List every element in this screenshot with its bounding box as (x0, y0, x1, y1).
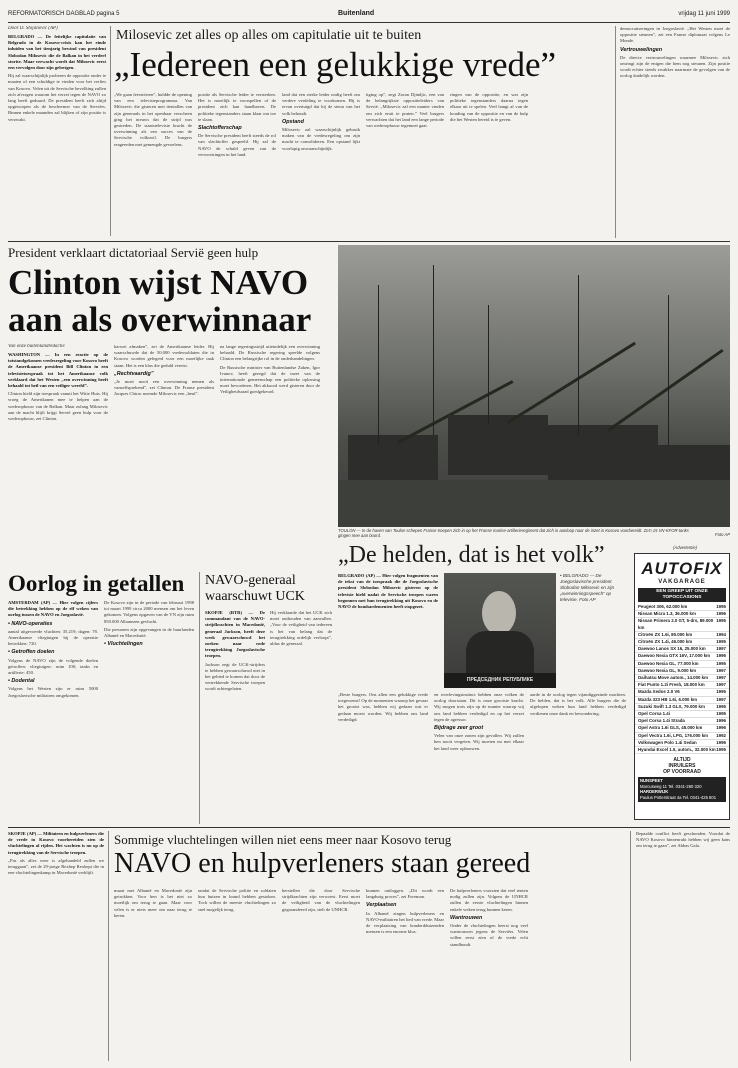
story1-col7: democratiseringen in Joegoslavië. „Het Westen moet de oppositie steunen”, zei een Franse diplomaat volgens Le Monde. Vertrouwelingen De directe vertrouwelingen waarmee Milosevic zich omringt zijn de enigen die hem nog steunen. Zijn positie wordt echter steeds zwakker naarmate de gevolgen van de oorlog duidelijk worden. (620, 26, 730, 79)
ad-listing-year: 1996 (716, 653, 726, 659)
story1-col1: Hij zal waarschijnlijk proberen de oppositie onder te maaien of een schuldige te vinden voor het verlies van Kosovo. Velen uit de Servische bevolking zullen zich afvragen waarom het verzet tegen de NAVO zo lang heeft geduurd. De president heeft zich altijd opgeworpen als de beschermer van de Serviërs. Binnen enkele maanden zal blijken of zijn positie is verzwakt. (8, 73, 106, 122)
ad-listing-year: 1992 (716, 732, 726, 738)
story6-lede: SKOPJE (AP) — Militairen en hulpverleners die de vrede in Kosovo voorbereiden zien de vluchtelingen al rijden. Het wachten is nu op de terugtrekking van de Servische troepen. (8, 831, 104, 855)
ad-listing-year: 1995 (716, 747, 726, 753)
story6-sub5: Verplaatsen (366, 902, 397, 909)
story2-headline-line2: aan als overwinnaar (8, 300, 312, 339)
ad-listing-name: Citroën ZX 1.6i, 80.000 km (638, 631, 693, 637)
story1-headline: „Iedereen een gelukkige vrede” (114, 45, 557, 84)
story1-lede-column (8, 26, 106, 236)
ad-listings (635, 604, 729, 754)
story6-kicker: Sommige vluchtelingen willen niet eens meer naar Kosovo terug (114, 832, 452, 847)
story3-col1: „Beste burgers. Ons allen een gelukkige vrede toegewenst! Op de momenten waarop het gevaar het grootst was, hebben wij gedaan wat er gedaan moest worden. Wij hebben ons land verdedigd. (338, 692, 428, 722)
ad-listing-year: 1997 (716, 675, 726, 681)
ad-listing-year: 1996 (716, 739, 726, 745)
story5-col2: Hij verklaarde dat het UCK zich moet onthouden van aanvallen. „Voor de veiligheid van iedereen is het van belang dat de terugtrekking ordelijk verloopt”, aldus de generaal. (270, 610, 332, 647)
story1-sub4: Opstand (282, 118, 304, 125)
ad-listing-row (635, 632, 729, 639)
story6-col6: De hulpverleners voorzien dat veel tenten nodig zullen zijn. Volgens de UNHCR zullen de eerste vluchtelingen binnen enkele weken terug kunnen keren. Wantrouwen Onder de vluchtelingen heerst nog veel wantrouwen jegens de Serviërs. Velen willen eerst zien of de vrede echt standhoudt. (450, 888, 528, 947)
ad-listing-year: 1995 (716, 689, 726, 695)
story3-lede-block (338, 573, 438, 688)
story4-headline: Oorlog in getallen (8, 571, 185, 596)
portrait-sign: ПРЕДСЕДНИК РЕПУБЛИКЕ (466, 677, 534, 683)
ad-listing-row (635, 639, 729, 646)
ad-listing-row (635, 740, 729, 747)
ad-listing-name: Nissan Micra 1.3, 36.000 km (638, 611, 696, 617)
ad-listing-year: 1995 (716, 604, 726, 609)
ad-listing-year: 1997 (716, 682, 726, 688)
ad-listing-row (635, 611, 729, 618)
ad-listing-name: Mazda Xedos 2.0 V6 (638, 689, 680, 695)
ad-listing-row (635, 697, 729, 704)
masthead-paper-name: REFORMATORISCH DAGBLAD pagina 5 (8, 11, 120, 17)
story6-col3: omdat de Servische politie en soldaten hun huizen in brand hebben gestoken. Toch willen de meeste vluchtelingen zo snel mogelijk terug. (198, 888, 276, 912)
ad-banner: EEN GREEP UIT ONZE TOPOCCASIONS (638, 588, 726, 602)
ad-brand: AUTOFIX (641, 559, 723, 578)
story1-lede: BELGRADO — De feitelijke capitulatie van Belgrado in de Kosovo-crisis kan het einde inluiden van het tienjarig bewind van president Slobodan Milosevic die de Balkan in het verderf stortte. Maar verwacht wordt dat Milosevic eerst een vervolgen door zijn gelovigen. (8, 34, 106, 71)
ad-listing-name: Opel Corsa 1.4i (638, 711, 670, 717)
story1-col4: land dat een sterke leider nodig heeft om verdere verdeling te voorkomen. Hij is ervan overtuigd dat hij de steun van het volk behoudt. Opstand Milosevic zal waarschijnlijk gebruik maken van de vredesregeling om zijn macht te consolideren. Een opstand lijkt voorlopig onwaarschijnlijk. (282, 92, 360, 151)
story6-col7: Bepaalde conflict heeft geschonden. Voordat de NAVO Kosovo binnenrukt hebben wij geen kans om terug te gaan”, zei Abbas Gala. (636, 831, 730, 849)
story6-sub6: Wantrouwen (450, 914, 483, 921)
ad-listing-year: 1995 (716, 639, 726, 645)
story2-col2: karwei afmaken”, zei de Amerikaanse leider. Hij waarschuwde dat de 50.000 vredessoldaten die in Kosovo worden gelegerd voor een moeilijke taak staan. Het is een klus die geduld vereist. „Rechtvaardig” „Je moet nooit een overwinning nemen als vanzelfsprekend”, zei Clinton. De Franse president Jacques Chirac noemde Milosevic een „beul”. (114, 344, 214, 397)
ad-listing-name: Daewoo Nexia GTX 16V, 17.000 km (638, 653, 711, 659)
ad-listing-name: Citroën ZX 1.4i, 46.000 km (638, 639, 693, 645)
ad-listing-name: Opel Vectra 1.6i, LPG, 176.000 km (638, 732, 709, 738)
story5-lede: SKOPJE (RTR) — De commandant van de NAVO-strijdkrachten in Macedonië, generaal Jackson, heeft deze week gewaarschuwd het zoeken naar rode terugtrekking Joegoslavische troepen. (205, 610, 265, 659)
story4-col2: De Kosovo zijn in de periode van februari 1998 tot maart 1999 circa 2000 mensen om het leven gekomen. Volgens opgaven van de VN zijn ruim 850.000 Albanezen gevlucht. Die personen zijn opgevangen in de buurlanden Albanië en Macedonië. • Vluchtelingen (104, 600, 194, 648)
story6-col4: herstellen die door Servische strijdkrachten zijn verwoest. Eerst moet de veiligheid van de vluchtelingen gegarandeerd zijn, stelt de UNHCR. (282, 888, 360, 912)
photo-caption: TOULON — In de haven van Toulon schepen Franse troepen zich in op het Franse marine-artillerieregiment dat zich in aanloop naar de inzet in Kosovo voorbereidt. Zo'n 15 VN-KFOR-tanks gingen mee aan boord. (338, 528, 689, 538)
ad-listing-year: 1997 (716, 696, 726, 702)
ad-listing-name: Nissan Primera 2.0 GT, 5-drs, 89.000 km (638, 618, 714, 630)
story5-headline-line2: waarschuwt UCK (205, 589, 305, 604)
ad-listing-year: 1997 (716, 667, 726, 673)
ad-listing-name: Mazda 323 HB 1.6i, 6.000 km (638, 696, 698, 702)
ad-listing-row (635, 689, 729, 696)
photo-credit: Foto AP (715, 532, 730, 537)
story3-sub2: Bijdrage zeer groot (434, 725, 484, 732)
ad-listing-year: 1995 (716, 618, 726, 624)
ad-listing-name: Fiat Punto 1.2i Fresh, 18.000 km (638, 682, 705, 688)
ad-listing-name: Daewoo Nexia GL, 9.000 km (638, 667, 697, 673)
masthead (8, 8, 730, 22)
ad-listing-year: 1997 (716, 646, 726, 652)
ad-listing-year: 1996 (716, 718, 726, 724)
story1-col5: tiging op”, zegt Zoran Djindjic, een van de belangrijkste oppositieleiders van Servië. „Milosevic zal een manier vinden om zich eruit te praten.” Veel burgers verwachten dat het land een lange periode van wederopbouw tegemoet gaat. (366, 92, 444, 129)
story1-sub3: Slachtofferschap (198, 125, 242, 132)
ad-listing-name: Opel Corsa 1.4i Strada (638, 718, 685, 724)
ad-listing-row (635, 661, 729, 668)
ad-label: (Advertentie) (673, 545, 697, 550)
ad-listing-row (635, 675, 729, 682)
story2-lede: WASHINGTON — In een reactie op de totstandgekomen vredesregeling voor Kosovo heeft de Amerikaanse president Bill Clinton in een televisietoespraak tot het Amerikaanse volk verklaard dat het Westen „een overwinning heeft behaald tot heil van een veiliger wereld”. (8, 352, 108, 389)
ad-listing-row (635, 747, 729, 754)
milosevic-portrait (444, 573, 556, 688)
ad-listing-row (635, 682, 729, 689)
story6-col5: kunnen ontloggen. „Dit wordt een langdurig proces”, zei Foreman. Verplaatsen In Albanië zingen hulpverleners en NAVO-militairen het lied van vrede. Maar de verplaatsing van honderdduizenden mensen is een enorme klus. (366, 888, 444, 935)
ad-footer: ALTIJD INRUILERS OP VOORRAAD (663, 757, 701, 776)
ad-listing-year: 1996 (716, 611, 726, 617)
ad-listing-row (635, 725, 729, 732)
story4-lede: AMSTERDAM (AP) — Hier volgen cijfers die betrekking hebben op de elf weken van oorlog tussen de NAVO en Joegoslavië. (8, 600, 98, 618)
masthead-date: vrijdag 11 juni 1999 (678, 11, 730, 17)
story1-sub7: Vertrouwelingen (620, 46, 663, 53)
story1-col6: ringen van de oppositie, en wat zijn politieke tegenstanders daarna tegen elkaar uit te spelen. Veel hangt af van de houding van de oppositie en van de hulp die het Westen bereid is te geven. (450, 92, 528, 122)
masthead-section: Buitenland (338, 10, 375, 17)
ad-listing-row (635, 646, 729, 653)
story2-byline: Van onze buitenlandredactie (8, 344, 65, 349)
ad-listing-row (635, 733, 729, 740)
ad-listing-row (635, 618, 729, 631)
ad-listing-year: 1996 (716, 725, 726, 731)
ad-listing-year: 1995 (716, 703, 726, 709)
ad-listing-row (635, 711, 729, 718)
story5-col1: SKOPJE (RTR) — De commandant van de NAVO-strijdkrachten in Macedonië, generaal Jackson, heeft deze week gewaarschuwd het zoeken naar rode terugtrekking Joegoslavische troepen. Jackson zegt de UCK-strijders te hebben gewaarschuwd niet in het gebied te komen dat door de vertrekkende Servische troepen wordt achtergelaten. (205, 610, 265, 692)
ad-listing-row (635, 653, 729, 660)
ad-listing-name: Hyundai Excel 1.5, autom., 32.000 km (638, 747, 716, 753)
ad-listing-row (635, 718, 729, 725)
story1-col2: „We gaan feestvieren”, huldde de opening van een televisieprogramma. Van Milosevic die gisteren met tientallen van zijn generaals in het openbaar verscheen ging het nieuws dat de strijd was gestreden. De staatstelevisie bracht de overwinning als een succes van de Servische volkswil. De burgers reageerden met gemengde gevoelens. (114, 92, 192, 147)
portrait-caption: • BELGRADO — De Joegoslavische president Slobodan Milosevic en zijn „overwinningsspeech” op televisie. Foto AP (560, 573, 615, 602)
ad-listing-name: Opel Astra 1.6i GLS, 45.000 km (638, 725, 703, 731)
ad-listing-year: 1995 (716, 660, 726, 666)
ad-listing-year: 1994 (716, 631, 726, 637)
tanks-photo (338, 245, 730, 527)
story1-col3: positie als Servische leider te versterken. Het is moeilijk te voorspellen of de president zich kan handhaven. De politieke tegenstanders staan klaar om toe te slaan. Slachtofferschap De Servische president heeft steeds de rol van slachtoffer gespeeld. Hij zal de NAVO de schuld geven van de verwoestingen in het land. (198, 92, 276, 157)
ad-listing-row (635, 668, 729, 675)
story6-col2: maart met Albanië en Macedonië zijn getrokken. Voor hen is het niet zo moeilijk om terug te gaan. Maar voor velen is er niets meer om naar terug te keren. (114, 888, 192, 918)
story3-col3: aarde in de oorlog tegen vijandiggezinde machten. De helden, dat is het volk. Alle burgers die de afgelopen weken hun land hebben verdedigd verdienen onze dank en bewondering. (530, 692, 626, 716)
story6-headline: NAVO en hulpverleners staan gereed (114, 848, 531, 879)
ad-listing-name: Suzuki Swift 1.3 GLX, 79.000 km (638, 703, 705, 709)
ad-listing-row (635, 604, 729, 611)
ad-listing-name: Peugeot 306, 62.000 km (638, 604, 688, 609)
ad-listing-name: Daewoo Lanos SX 16, 25.000 km (638, 646, 706, 652)
story1-kicker: Milosevic zet alles op alles om capitulatie uit te buiten (116, 28, 422, 43)
masthead-rule (8, 22, 730, 23)
ad-listing-name: Volkswagen Polo 1.4i Sedan (638, 739, 697, 745)
story2-col3: na lange regeringsstrijd uiteindelijk een overwinning behaald. De Russische regering speelde volgens Clinton een belangrijke rol in de onderhandelingen. De Russische minister van Buitenlandse Zaken, Igor Ivanov, heeft gezegd dat de inzet van de internationale gemeenschap een politieke oplossing moet bevorderen. Het akkoord werd gisteren door de Veiligheidsraad goedgekeurd. (220, 344, 320, 395)
story4-col1: AMSTERDAM (AP) — Hier volgen cijfers die betrekking hebben op de elf weken van oorlog tussen de NAVO en Joegoslavië. • NAVO-operaties aantal uitgevoerde vluchten: 35.219; dagen: 78. Amerikaanse vliegtuigen bij de operatie betrokken: 720. • Getroffen doelen Volgens de NAVO zijn de volgende doelen getroffen: vliegtuigen: ruim 100; tanks en artillerie: 450. • Dodental Volgens het Westen zijn er ruim 5000 Joegoslavische militairen omgekomen. (8, 600, 98, 698)
ad-listing-row (635, 704, 729, 711)
story5-headline-line1: NAVO-generaal (205, 573, 296, 588)
story1-byline: Door D. Stojanovic (AP) (8, 26, 58, 31)
ad-addresses: NUNSPEET Marcusweg 11 Tel. 0341-260 320 HARDERWIJK Paulus Potterstraat 4a Tel. 0341-425 801 (638, 777, 726, 801)
ad-subtitle: VAKGARAGE (658, 579, 706, 585)
ad-listing-year: 1995 (716, 711, 726, 717)
story2-sub2: „Rechtvaardig” (114, 370, 154, 377)
autofix-ad[interactable] (634, 553, 730, 820)
story2-headline-line1: Clinton wijst NAVO (8, 263, 309, 302)
story3-kicker: „De helden, dat is het volk” (338, 542, 605, 568)
ad-listing-name: Daihatsu Move autom., 14.000 km (638, 675, 709, 681)
story6-col1: SKOPJE (AP) — Militairen en hulpverleners die de vrede in Kosovo voorbereiden zien de vluchtelingen al rijden. Het wachten is nu op de terugtrekking van de Servische troepen. „Pas als alles weer is afgehandeld zullen we teruggaan”, zei de 29-jarige Rexhep Rexhepi die in een vluchtelingenkamp in Macedonië verblijft. (8, 831, 104, 876)
story2-col1: Van onze buitenlandredactie WASHINGTON — In een reactie op de totstandgekomen vredesregeling voor Kosovo heeft de Amerikaanse president Bill Clinton in een televisietoespraak tot het Amerikaanse volk verklaard dat het Westen „een overwinning heeft behaald tot heil van een veiliger wereld”. Clinton hield zijn toespraak vanuit het Witte Huis. Hij vroeg de Amerikanen mee te helpen aan de wederopbouw van de Balkan. Maar zolang Milosevic aan de macht blijft krijgt Servië geen hulp voor de wederopbouw, zei Clinton. (8, 344, 108, 422)
story3-lede: BELGRADO (AP) — Hier volgen fragmenten van de tekst van de toespraak die de Joegoslavische president Slobodan Milosevic gisteren op de televisie hield nadat de Servische troepen waren begonnen met hun terugtrekking uit Kosovo en de NAVO de bombardementen heeft stopgezet. (338, 573, 438, 610)
story3-col2: en overlevingsinstinct hebben onze volken de oorlog doorstaan. Dit is onze grootste kracht. Wij mogen trots zijn op de manier waarop wij ons land hebben verdedigd en op het verzet tegen de agressor. Bijdrage zeer groot Velen van onze zonen zijn gevallen. Wij zullen hen nooit vergeten. Wij moeten nu met elkaar het land weer opbouwen. (434, 692, 524, 751)
story2-kicker: President verklaart dictatoriaal Servië geen hulp (8, 245, 259, 260)
ad-listing-name: Daewoo Nexia GL, 77.000 km (638, 660, 699, 666)
